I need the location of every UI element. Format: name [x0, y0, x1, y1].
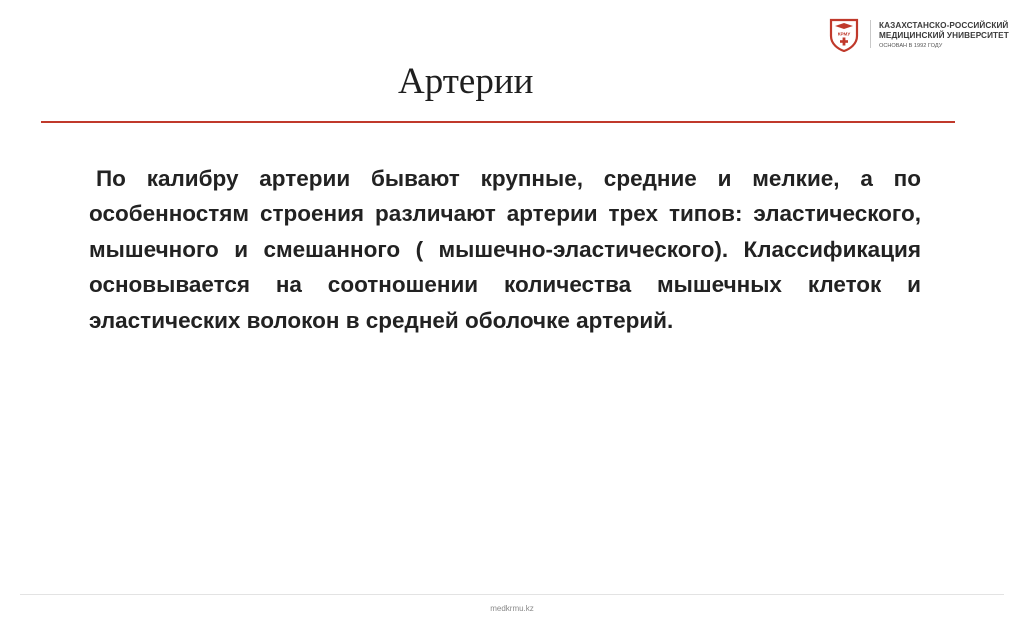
footer-url: medkrmu.kz [490, 604, 534, 613]
logo-line-2: МЕДИЦИНСКИЙ УНИВЕРСИТЕТ [879, 31, 1009, 40]
logo-founded: ОСНОВАН В 1992 ГОДУ [879, 43, 943, 49]
logo-line-1: КАЗАХСТАНСКО-РОССИЙСКИЙ [879, 21, 1009, 30]
title-divider [41, 121, 955, 123]
footer-divider [20, 594, 1004, 595]
logo-text [879, 21, 1024, 51]
shield-label: КРМУ [837, 31, 851, 37]
university-shield-icon [829, 18, 859, 52]
slide-title: Артерии [398, 61, 534, 102]
logo-divider [870, 20, 871, 48]
slide-body-text: По калибру артерии бывают крупные, средние и мелкие, а по особенностям строения различают артерии трех типов: эластического, мышечного и смешанного ( мышечно-эластического). Классификация основывается на соотношении количества мышечных клеток и эластических волокон в средней оболочке артерий. [89, 166, 921, 333]
